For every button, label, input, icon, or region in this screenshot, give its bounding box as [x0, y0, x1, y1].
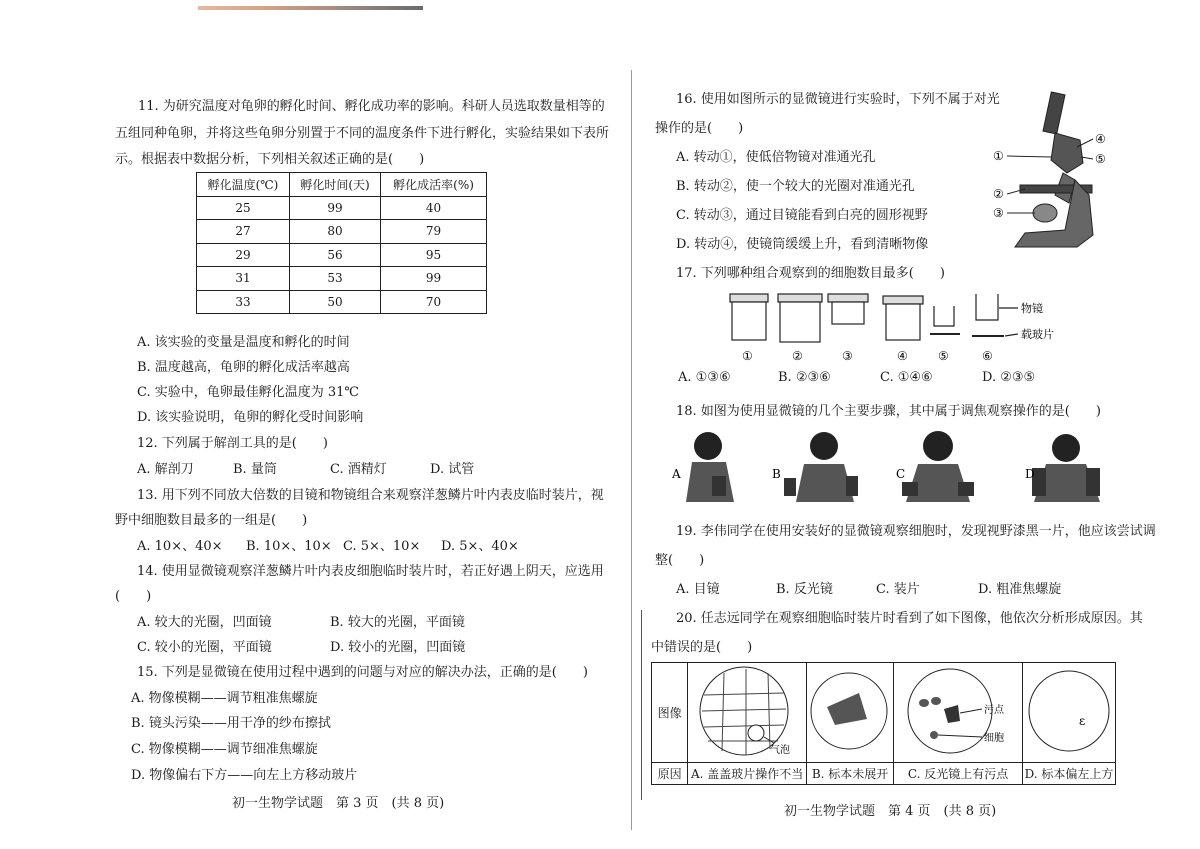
- lens-num-1: ①: [742, 349, 753, 363]
- q11-option-d: D. 该实验说明，龟卵的孵化受时间影响: [137, 410, 364, 425]
- step-label-b: B: [772, 467, 781, 481]
- q14-line2: ( ): [115, 589, 152, 604]
- q13-option-b: B. 10×、10×: [246, 539, 332, 554]
- q11-option-c: C. 实验中，龟卵最佳孵化温度为 31℃: [137, 385, 359, 400]
- q18-stem: 18. 如图为使用显微镜的几个主要步骤，其中属于调焦观察操作的是( ): [676, 404, 1101, 419]
- margin-line: [641, 610, 642, 800]
- label-1: ①: [993, 149, 1004, 163]
- bubble-label: 气泡: [770, 745, 791, 756]
- image-d: [1023, 663, 1115, 759]
- row-header-reason: 原因: [652, 763, 688, 785]
- cell-label: 细胞: [984, 733, 1005, 744]
- q11-line1: 11. 为研究温度对龟卵的孵化时间、孵化成功率的影响。科研人员选取数量相等的: [138, 99, 605, 114]
- reason-b: B. 标本未展开: [807, 763, 894, 785]
- q13-line1: 13. 用下列不同放大倍数的目镜和物镜组合来观察洋葱鳞片叶内表皮临时装片，视: [137, 488, 604, 503]
- table-header: 孵化成活率(%): [381, 173, 487, 197]
- stain-label: 污点: [984, 705, 1005, 716]
- pointer-line: [1007, 156, 1051, 157]
- q16-option-b: B. 转动②，使一个较大的光圈对准通光孔: [676, 179, 915, 194]
- q15-stem: 15. 下列是显微镜在使用过程中遇到的问题与对应的解决办法，正确的是( ): [137, 665, 588, 680]
- q11-option-b: B. 温度越高，龟卵的孵化成活率越高: [137, 360, 350, 375]
- q12-option-b: B. 量筒: [233, 462, 277, 477]
- table-row: [197, 196, 487, 220]
- microscope-figure: [985, 85, 1125, 255]
- table-header: 孵化温度(℃): [197, 173, 290, 197]
- q20-table: [651, 662, 1116, 785]
- q19-line1: 19. 李伟同学在使用安装好的显微镜观察细胞时，发现视野漆黑一片，他应该尝试调: [676, 524, 1156, 539]
- q12-stem: 12. 下列属于解剖工具的是( ): [137, 436, 328, 451]
- table-cell: 40: [381, 196, 487, 220]
- q19-option-b: B. 反光镜: [776, 582, 833, 597]
- table-cell: 33: [197, 290, 290, 314]
- q16-option-a: A. 转动①，使低倍物镜对准通光孔: [676, 150, 876, 165]
- q20-line1: 20. 任志远同学在观察细胞临时装片时看到了如下图像，他依次分析形成原因。其: [676, 611, 1143, 626]
- q14-option-c: C. 较小的光圈，平面镜: [137, 640, 272, 655]
- table-row: [652, 663, 1116, 763]
- table-cell: 80: [289, 220, 380, 244]
- label-2: ②: [993, 187, 1004, 201]
- table-cell: 79: [381, 220, 487, 244]
- table-cell: 56: [289, 243, 380, 267]
- lens-num-6: ⑥: [982, 349, 993, 363]
- lens-num-5: ⑤: [938, 349, 949, 363]
- q14-option-b: B. 较大的光圈，平面镜: [330, 615, 465, 630]
- table-row: [197, 290, 487, 314]
- table-cell: 99: [381, 267, 487, 291]
- table-cell: 29: [197, 243, 290, 267]
- q11-line3: 示。根据表中数据分析，下列相关叙述正确的是( ): [115, 152, 425, 167]
- step-label-a: A: [672, 467, 681, 481]
- table-row: [652, 763, 1116, 785]
- q15-option-a: A. 物像模糊——调节粗准焦螺旋: [131, 691, 318, 706]
- image-cell-d: [1023, 663, 1116, 763]
- table-row: [197, 267, 487, 291]
- step-d: [1025, 434, 1100, 502]
- table-cell: 53: [289, 267, 380, 291]
- image-cell-b: [807, 663, 894, 763]
- lens-figure: [720, 290, 1080, 365]
- slide-label: 载玻片: [1021, 328, 1054, 341]
- q15-option-c: C. 物像模糊——调节细准焦螺旋: [131, 742, 318, 757]
- q13-option-d: D. 5×、40×: [441, 539, 519, 554]
- specimen-mark: ɛ: [1079, 714, 1086, 728]
- lens-num-2: ②: [792, 349, 803, 363]
- pointer-line: [1005, 334, 1018, 336]
- q12-option-c: C. 酒精灯: [330, 462, 387, 477]
- eyepiece-1: [730, 294, 768, 340]
- table-cell: 70: [381, 290, 487, 314]
- right-page-footer: 初一生物学试题 第 4 页 (共 8 页): [784, 804, 997, 819]
- image-b: [807, 663, 891, 759]
- reason-d: D. 标本偏左上方: [1023, 763, 1116, 785]
- table-cell: 27: [197, 220, 290, 244]
- step-c: [896, 431, 974, 502]
- table-cell: 31: [197, 267, 290, 291]
- q17-option-a: A. ①③⑥: [678, 370, 731, 385]
- q13-option-c: C. 5×、10×: [343, 539, 421, 554]
- table-cell: 95: [381, 243, 487, 267]
- q16-line1: 16. 使用如图所示的显微镜进行实验时，下列不属于对光: [676, 92, 1000, 107]
- microscope-drawing: [1015, 92, 1093, 247]
- q15-option-d: D. 物像偏右下方——向左上方移动玻片: [131, 768, 358, 783]
- table-cell: 25: [197, 196, 290, 220]
- reason-c: C. 反光镜上有污点: [894, 763, 1023, 785]
- lens-num-4: ④: [897, 349, 908, 363]
- lens-num-3: ③: [842, 349, 853, 363]
- objective-label: 物镜: [1021, 302, 1043, 315]
- q14-line1: 14. 使用显微镜观察洋葱鳞片叶内表皮细胞临时装片时，若正好遇上阴天，应选用: [137, 564, 604, 579]
- table-row: [197, 220, 487, 244]
- image-cell-c: [894, 663, 1023, 763]
- q17-option-b: B. ②③⑥: [778, 370, 831, 385]
- q19-option-d: D. 粗准焦螺旋: [978, 582, 1062, 597]
- q20-line2: 中错误的是( ): [651, 640, 753, 655]
- table-cell: 50: [289, 290, 380, 314]
- q16-option-c: C. 转动③，通过目镜能看到白亮的圆形视野: [676, 208, 928, 223]
- table-header: 孵化时间(天): [289, 173, 380, 197]
- eyepiece-3: [828, 294, 868, 324]
- step-label-d: D: [1025, 467, 1035, 481]
- q12-option-a: A. 解剖刀: [137, 462, 194, 477]
- row-header-image: 图像: [652, 663, 688, 763]
- operation-steps-figure: [668, 428, 1128, 510]
- q17-option-d: D. ②③⑤: [982, 370, 1036, 385]
- step-a: [671, 432, 734, 502]
- table-row: [197, 243, 487, 267]
- objective-6: [972, 294, 1004, 336]
- label-3: ③: [993, 206, 1004, 220]
- q16-line2: 操作的是( ): [655, 121, 744, 136]
- q19-option-c: C. 装片: [876, 582, 920, 597]
- q13-option-a: A. 10×、40×: [137, 539, 223, 554]
- label-4: ④: [1095, 132, 1106, 146]
- objective-5: [930, 306, 960, 334]
- q14-option-d: D. 较小的光圈，凹面镜: [330, 640, 466, 655]
- q12-option-d: D. 试管: [430, 462, 475, 477]
- q13-line2: 野中细胞数目最多的一组是( ): [115, 513, 308, 528]
- page-divider: [631, 70, 632, 830]
- image-a: [688, 663, 804, 759]
- image-cell-a: [688, 663, 807, 763]
- table-cell: 99: [289, 196, 380, 220]
- q11-option-a: A. 该实验的变量是温度和孵化的时间: [137, 335, 350, 350]
- q16-option-d: D. 转动④，使镜筒缓缓上升，看到清晰物像: [676, 237, 929, 252]
- left-page-footer: 初一生物学试题 第 3 页 (共 8 页): [232, 796, 445, 811]
- q14-option-a: A. 较大的光圈，凹面镜: [137, 615, 272, 630]
- q19-line2: 整( ): [655, 553, 705, 568]
- step-label-c: C: [896, 467, 906, 481]
- q17-option-c: C. ①④⑥: [880, 370, 933, 385]
- q17-stem: 17. 下列哪种组合观察到的细胞数目最多( ): [676, 266, 945, 281]
- objective-4: [883, 296, 923, 340]
- step-b: [772, 432, 858, 502]
- q19-option-a: A. 目镜: [676, 582, 720, 597]
- label-5: ⑤: [1095, 152, 1106, 166]
- image-c: [894, 663, 1020, 759]
- q11-line2: 五组同种龟卵，并将这些龟卵分别置于不同的温度条件下进行孵化，实验结果如下表所: [115, 126, 610, 141]
- q11-table: [196, 172, 487, 314]
- reason-a: A. 盖盖玻片操作不当: [688, 763, 807, 785]
- eyepiece-2: [778, 294, 822, 342]
- scan-top-strip: [198, 6, 423, 10]
- q15-option-b: B. 镜头污染——用干净的纱布擦拭: [131, 716, 331, 731]
